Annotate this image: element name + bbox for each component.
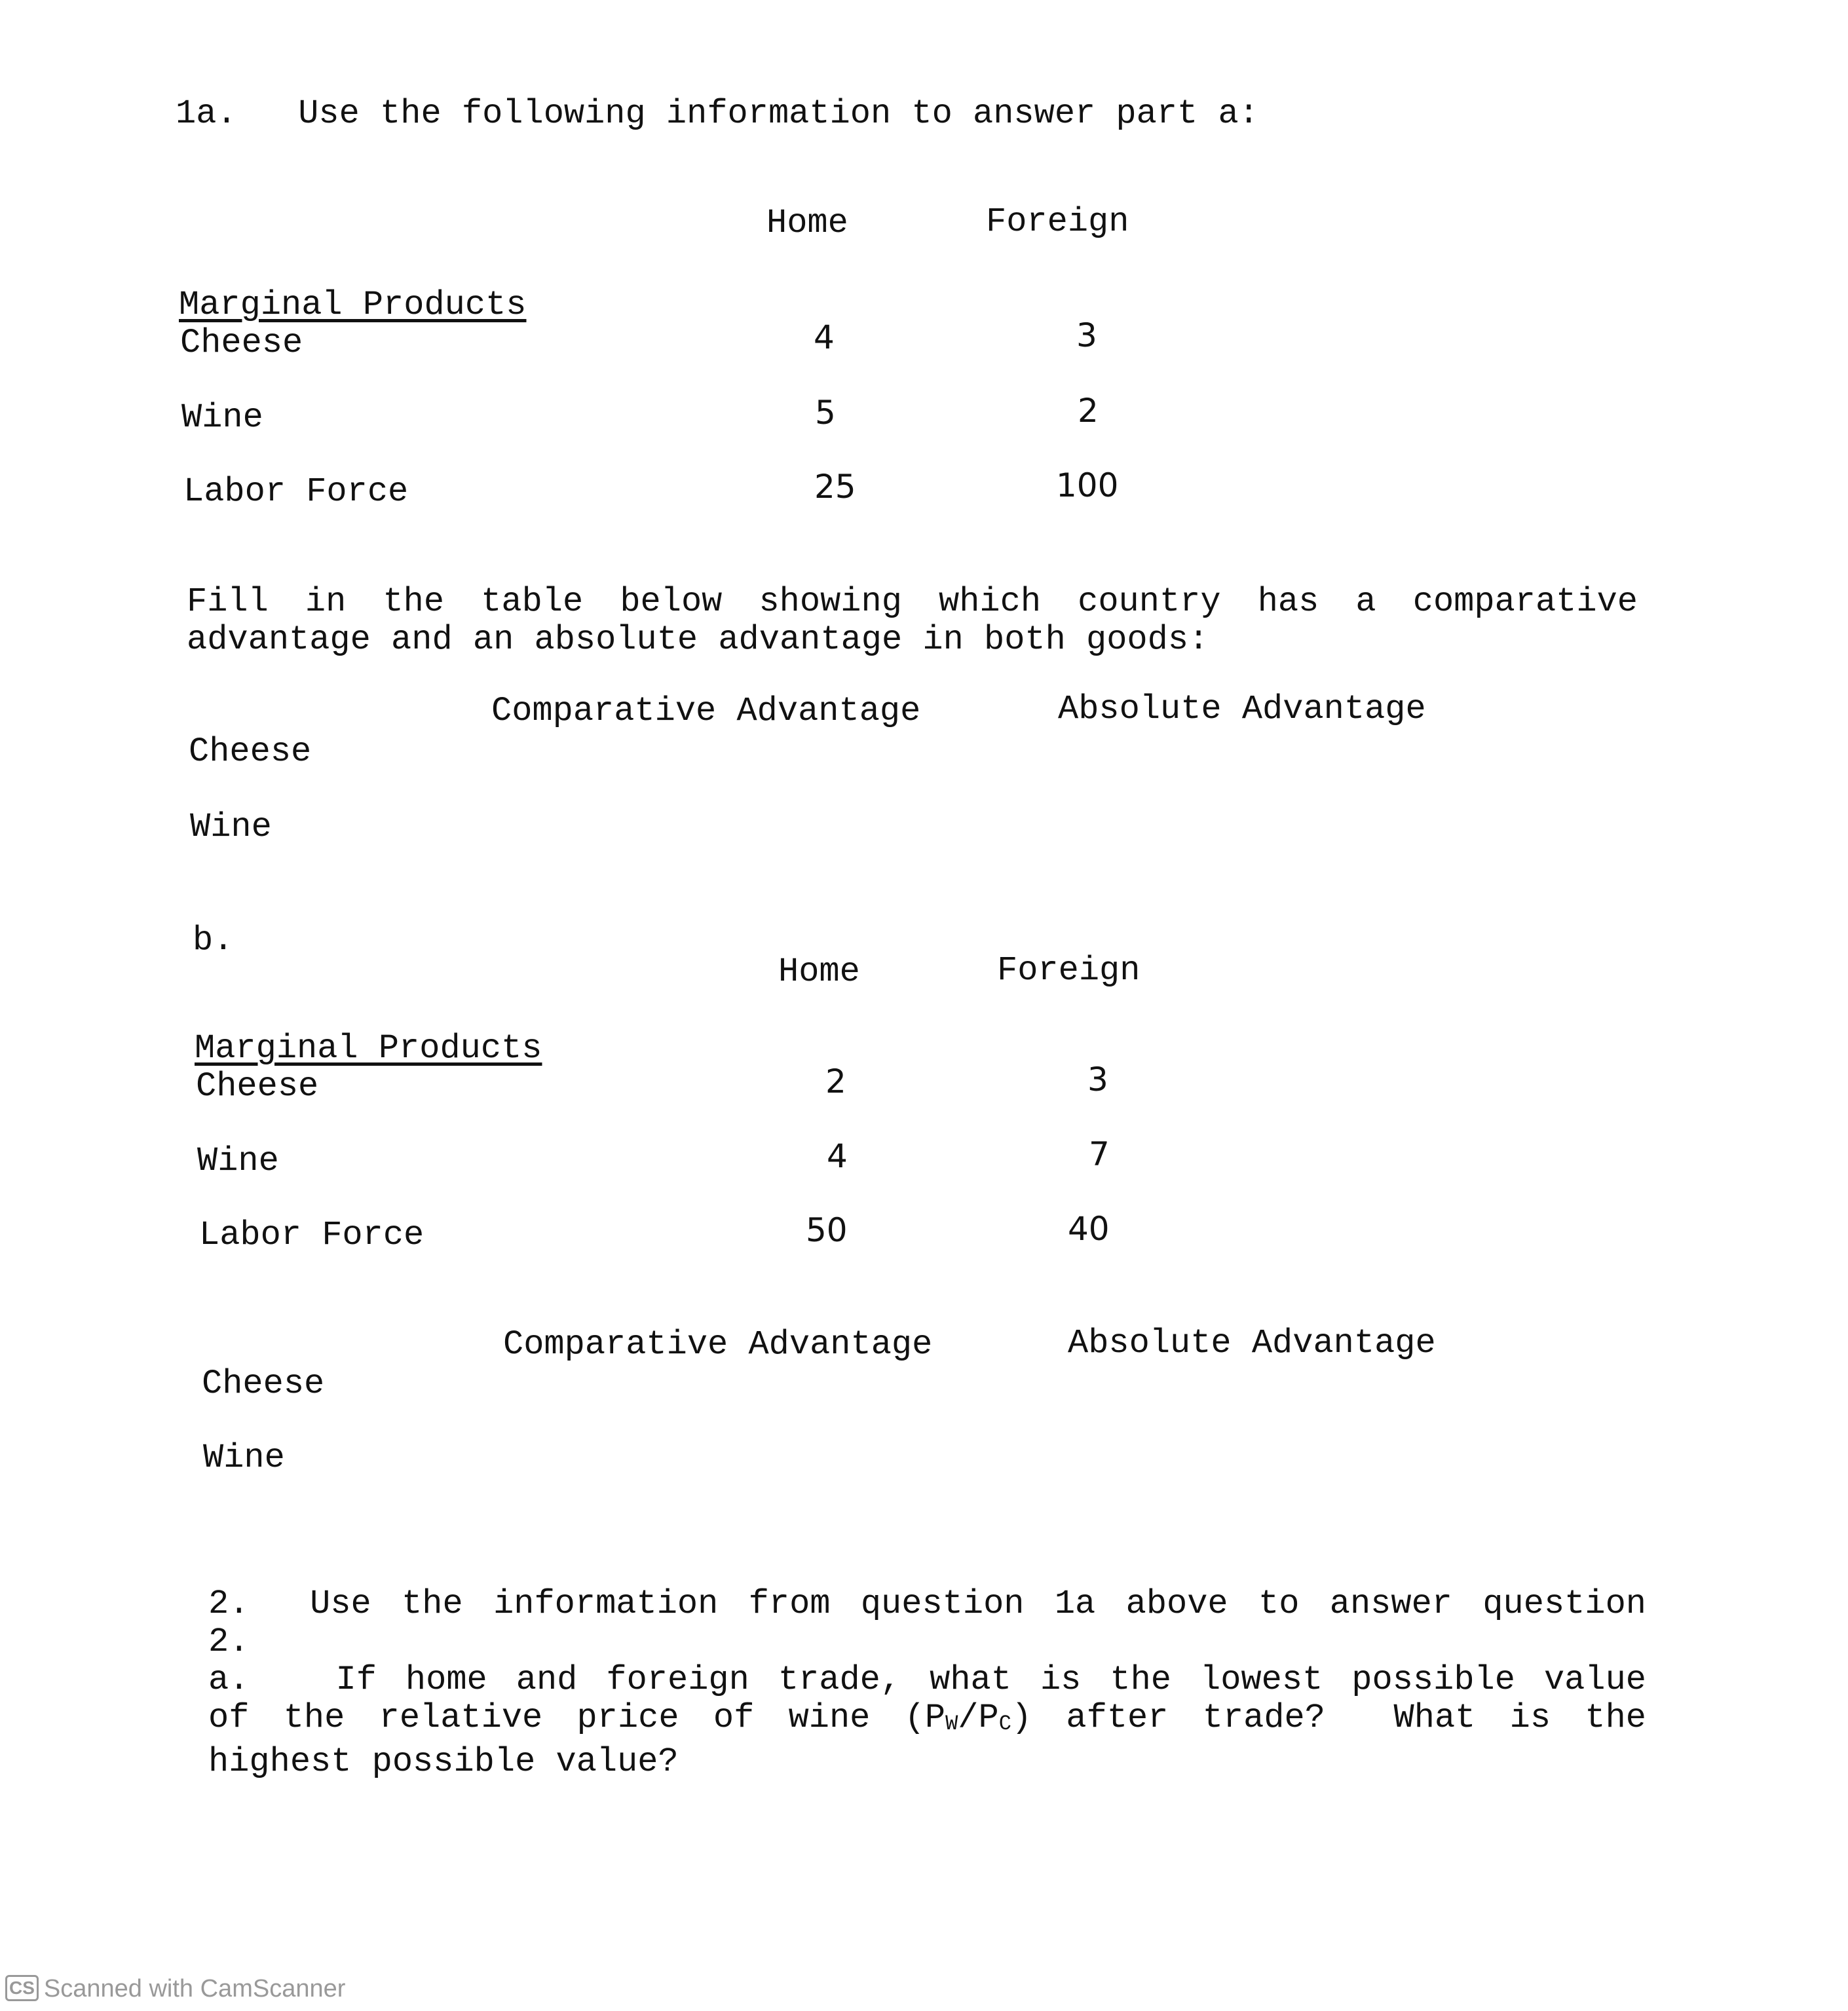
q1a-intro: 1a. Use the following information to answer part a: [176, 94, 1259, 133]
q1a-row-wine-foreign: 2 [1078, 392, 1099, 430]
q1a-row-cheese-foreign: 3 [1076, 316, 1097, 354]
q2-line1: 2. Use the information from question 1a above to answer question [208, 1585, 1646, 1623]
q1a-col-home: Home [766, 204, 848, 242]
q1a-row-wine-label: Wine [181, 398, 263, 437]
q1b-label: b. [193, 921, 234, 960]
camscanner-watermark [5, 1975, 345, 2003]
q1a-fill-line2: advantage and an absolute advantage in both goods: [187, 620, 1209, 659]
q2-line4-mid: /P [958, 1699, 999, 1737]
q1a-fill-line1: Fill in the table below showing which country has a comparative [187, 582, 1638, 621]
q1b-row-labor-label: Labor Force [199, 1216, 424, 1254]
q2-line3: a. If home and foreign trade, what is the lowest possible value [208, 1661, 1646, 1699]
camscanner-text: Scanned with CamScanner [43, 1975, 346, 2002]
q1b-row-wine-foreign: 7 [1089, 1135, 1110, 1173]
q1b-col-home: Home [778, 952, 860, 991]
q1b-row-wine-home: 4 [827, 1137, 848, 1175]
q1b-adv-row-cheese: Cheese [202, 1364, 325, 1403]
q2-sub-c: C [998, 1712, 1011, 1736]
q1a-adv-absolute-header: Absolute Advantage [1058, 690, 1426, 728]
camscanner-logo-icon: CS [5, 1975, 39, 2001]
q2-line5: highest possible value? [208, 1742, 679, 1781]
q1b-adv-absolute-header: Absolute Advantage [1068, 1324, 1436, 1363]
q1a-row-cheese-label: Cheese [180, 324, 303, 362]
q2-line4 [208, 1699, 1646, 1743]
q1b-col-foreign: Foreign [997, 951, 1141, 990]
q1a-row-labor-foreign: 100 [1056, 466, 1119, 504]
q1a-adv-row-cheese: Cheese [189, 732, 312, 771]
q1b-row-wine-label: Wine [197, 1142, 279, 1180]
q1a-row-labor-label: Labor Force [183, 472, 409, 511]
q1b-row-cheese-foreign: 3 [1087, 1061, 1108, 1099]
q1b-adv-comparative-header: Comparative Advantage [503, 1325, 933, 1364]
q1a-col-foreign: Foreign [986, 202, 1129, 241]
q1a-adv-comparative-header: Comparative Advantage [491, 692, 921, 730]
q1a-row-cheese-home: 4 [814, 318, 835, 356]
q2-line4-post: ) after trade? What is the [1011, 1699, 1646, 1737]
q1a-section-label: Marginal Products [179, 286, 527, 324]
q2-sub-w: W [945, 1712, 958, 1736]
q1b-row-cheese-label: Cheese [196, 1067, 319, 1106]
q1a-row-wine-home: 5 [815, 394, 836, 432]
q2-line2: 2. [208, 1623, 250, 1661]
q1a-fill-instructions [187, 583, 1638, 659]
q1a-row-labor-home: 25 [814, 468, 856, 506]
q1b-row-labor-home: 50 [806, 1211, 848, 1249]
q1b-row-cheese-home: 2 [825, 1062, 846, 1100]
q1b-section-label: Marginal Products [195, 1029, 542, 1068]
q2-line4-pre: of the relative price of wine (P [208, 1699, 946, 1737]
q2-text [208, 1585, 1646, 1781]
q1b-row-labor-foreign: 40 [1068, 1210, 1110, 1248]
q1a-adv-row-wine: Wine [190, 808, 272, 846]
q1b-adv-row-wine: Wine [203, 1438, 285, 1477]
